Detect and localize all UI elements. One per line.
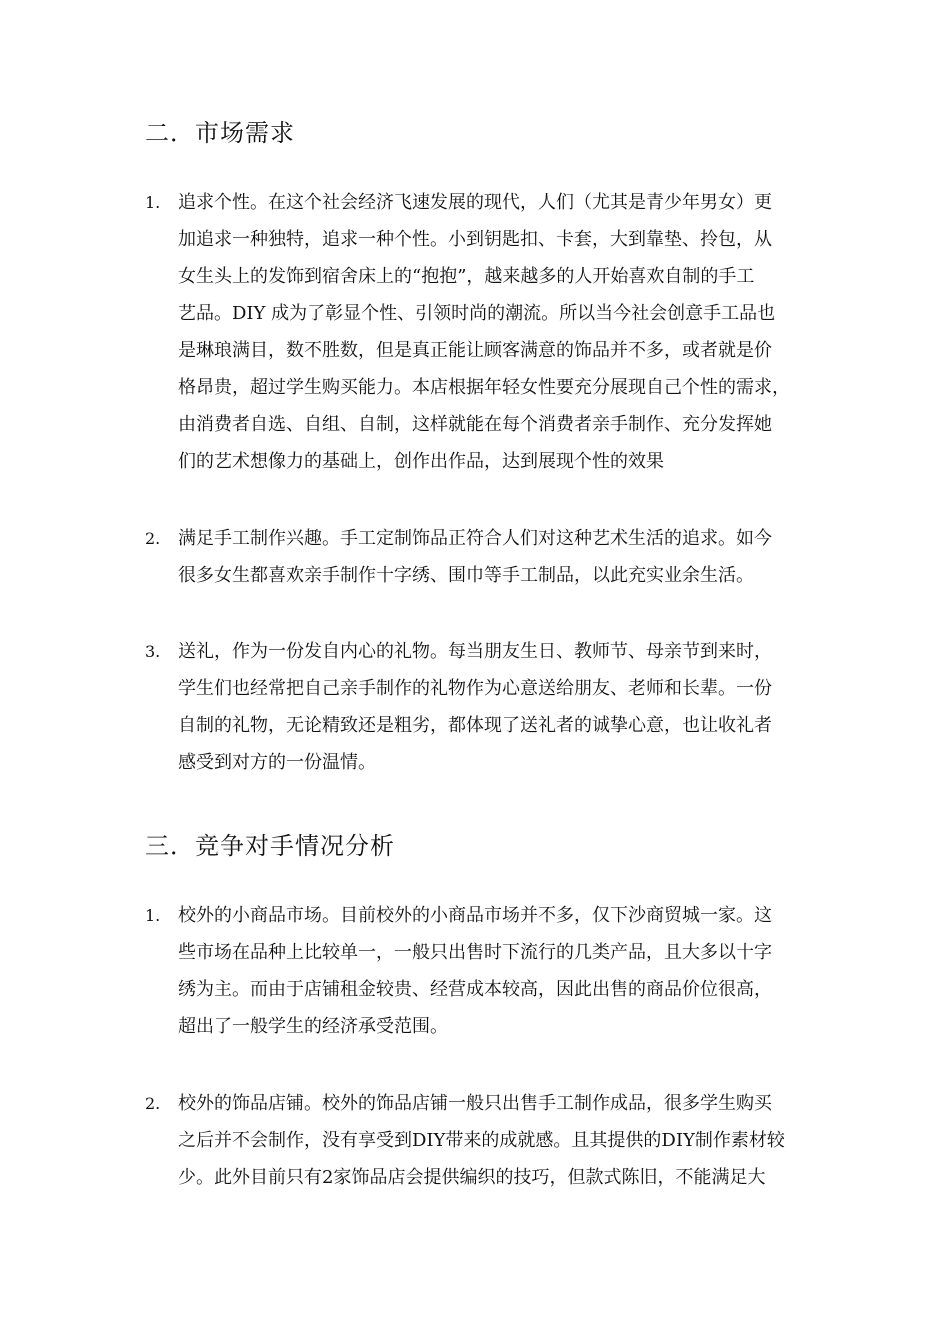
text-line: 很多女生都喜欢亲手制作十字绣、围巾等手工制品，以此充实业余生活。 [178, 565, 754, 586]
text-line: 校外的小商品市场。目前校外的小商品市场并不多，仅下沙商贸城一家。这 [178, 905, 772, 926]
text-line: 满足手工制作兴趣。手工定制饰品正符合人们对这种艺术生活的追求。如今 [178, 528, 772, 549]
text-line: 校外的饰品店铺。校外的饰品店铺一般只出售手工制作成品，很多学生购买 [178, 1093, 772, 1114]
paragraph [178, 184, 818, 480]
text-line: 由消费者自选、自组、自制，这样就能在每个消费者亲手制作、充分发挥她 [178, 414, 772, 435]
text-line: 之后并不会制作，没有享受到DIY带来的成就感。且其提供的DIY制作素材较 [178, 1130, 785, 1151]
text-line: 追求个性。在这个社会经济飞速发展的现代，人们（尤其是青少年男女）更 [178, 192, 772, 213]
text-line: 少。此外目前只有2家饰品店会提供编织的技巧，但款式陈旧，不能满足大 [178, 1167, 766, 1188]
text-line: 感受到对方的一份温情。 [178, 752, 376, 773]
paragraph [178, 633, 818, 781]
text-line: 超出了一般学生的经济承受范围。 [178, 1016, 448, 1037]
text-line: 学生们也经常把自己亲手制作的礼物作为心意送给朋友、老师和长辈。一份 [178, 678, 772, 699]
text-line: 自制的礼物，无论精致还是粗劣，都体现了送礼者的诚挚心意，也让收礼者 [178, 715, 772, 736]
paragraph [178, 897, 818, 1045]
text-line: 些市场在品种上比较单一，一般只出售时下流行的几类产品，且大多以十字 [178, 942, 772, 963]
text-line: 们的艺术想像力的基础上，创作出作品，达到展现个性的效果 [178, 451, 664, 472]
list-item-number: 2. [145, 1094, 161, 1113]
paragraph [178, 1085, 818, 1196]
text-line: 是琳琅满目，数不胜数，但是真正能让顾客满意的饰品并不多，或者就是价 [178, 340, 772, 361]
text-line: 格昂贵，超过学生购买能力。本店根据年轻女性要充分展现自己个性的需求， [178, 377, 790, 398]
text-line: 加追求一种独特，追求一种个性。小到钥匙扣、卡套，大到靠垫、拎包，从 [178, 229, 772, 250]
list-item-number: 1. [145, 193, 161, 212]
list-item-number: 1. [145, 906, 161, 925]
text-line: 送礼，作为一份发自内心的礼物。每当朋友生日、教师节、母亲节到来时， [178, 641, 772, 662]
text-line: 女生头上的发饰到宿舍床上的“抱抱”，越来越多的人开始喜欢自制的手工 [178, 266, 755, 287]
text-line: 绣为主。而由于店铺租金较贵、经营成本较高，因此出售的商品价位很高， [178, 979, 772, 1000]
text-line: 艺品。DIY 成为了彰显个性、引领时尚的潮流。所以当今社会创意手工品也 [178, 303, 776, 324]
section-heading-competitor-analysis: 三．竞争对手情况分析 [145, 832, 395, 860]
list-item-number: 3. [145, 642, 161, 661]
section-heading-market-demand: 二．市场需求 [145, 119, 295, 147]
list-item-number: 2. [145, 529, 161, 548]
paragraph [178, 520, 818, 594]
